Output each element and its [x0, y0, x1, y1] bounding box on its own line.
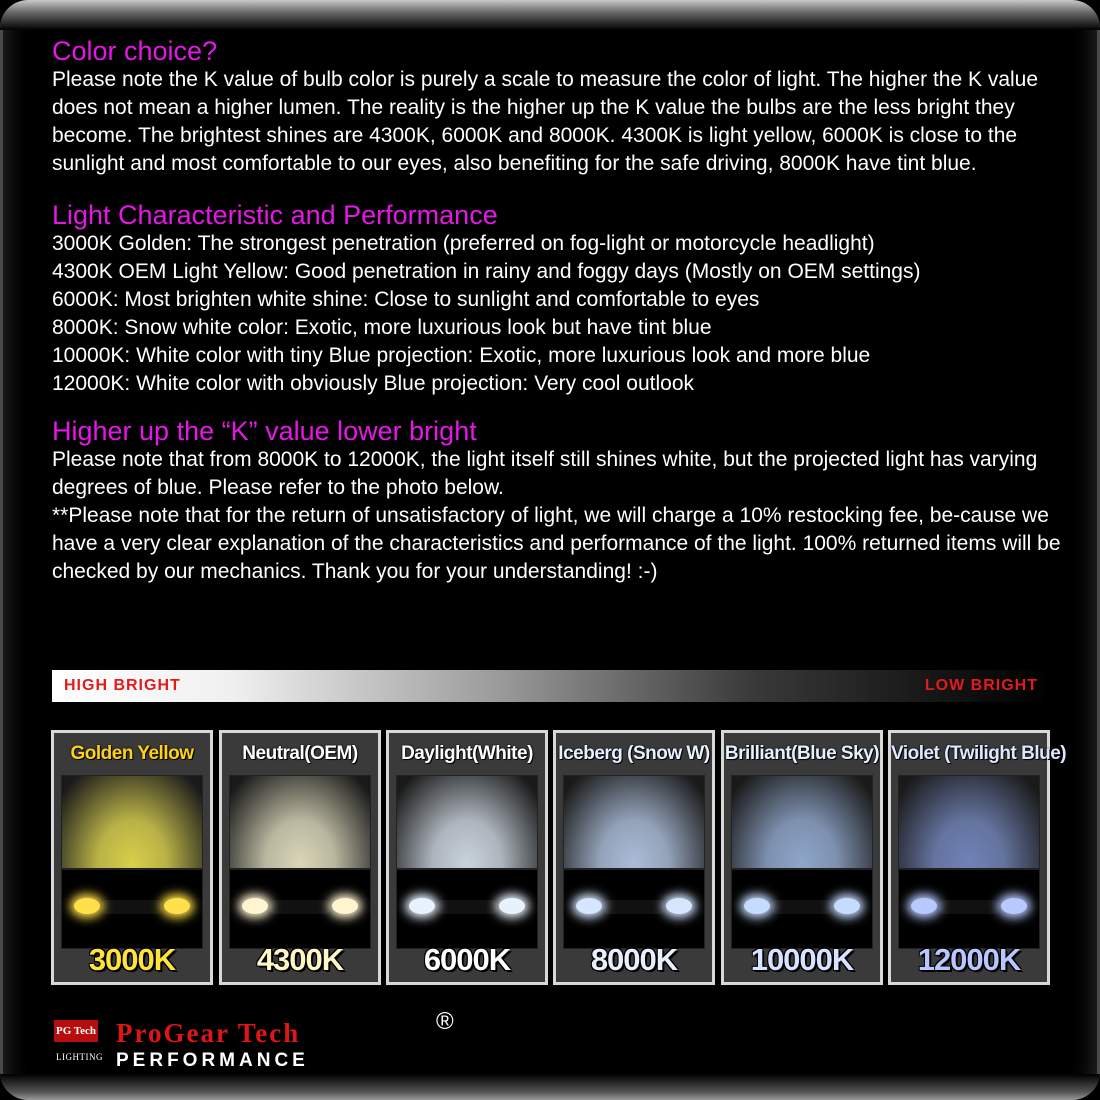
color-card-12000k — [888, 730, 1067, 985]
headlight-icon — [332, 898, 358, 914]
registered-mark: ® — [436, 1008, 454, 1035]
characteristic-line: 8000K: Snow white color: Exotic, more luxurious look but have tint blue — [52, 316, 712, 339]
headlight-icon — [744, 898, 770, 914]
return-policy-note: **Please note that for the return of unsatisfactory of light, we will charge a 10% restocking fee, be-cause we have a very clear explanation of the characteristics and performance of the light. 100% returned items will be checked by our mechanics. Thank you for your understanding! :-) — [52, 504, 1061, 583]
brand-name: ProGear Tech — [116, 1018, 301, 1048]
card-title: Golden Yellow — [70, 743, 194, 764]
high-bright-label: HIGH BRIGHT — [64, 677, 181, 694]
headlight-icon — [911, 898, 937, 914]
characteristics-section — [52, 200, 1077, 398]
headlight-photo — [731, 869, 873, 949]
higher-k-body: Please note that from 8000K to 12000K, the light itself still shines white, but the projected light has varying degrees of blue. Please refer to the photo below. — [52, 448, 1038, 499]
heading-color-choice: Color choice? — [52, 36, 218, 66]
road-photo — [229, 775, 371, 869]
characteristic-line: 4300K OEM Light Yellow: Good penetration in rainy and foggy days (Mostly on OEM settings) — [52, 260, 921, 283]
kelvin-label: 4300K — [256, 942, 344, 977]
headlight-icon — [242, 898, 268, 914]
headlight-photo — [229, 869, 371, 949]
headlight-photo — [563, 869, 705, 949]
characteristic-line: 10000K: White color with tiny Blue projection: Exotic, more luxurious look and more blue — [52, 344, 871, 367]
heading-characteristics: Light Characteristic and Performance — [52, 200, 498, 230]
kelvin-label: 10000K — [750, 942, 854, 977]
color-card-4300k — [219, 730, 381, 985]
characteristic-line: 6000K: Most brighten white shine: Close to sunlight and comfortable to eyes — [52, 288, 760, 311]
characteristic-line: 3000K Golden: The strongest penetration (preferred on fog-light or motorcycle headlight) — [52, 232, 875, 255]
kelvin-label: 8000K — [590, 942, 678, 977]
card-title: Brilliant(Blue Sky) — [724, 743, 880, 764]
headlight-photo — [61, 869, 203, 949]
card-title: Violet (Twilight Blue) — [891, 743, 1067, 764]
headlight-icon — [409, 898, 435, 914]
road-photo — [61, 775, 203, 869]
headlight-icon — [499, 898, 525, 914]
road-photo — [396, 775, 538, 869]
low-bright-label: LOW BRIGHT — [924, 677, 1038, 694]
road-photo — [563, 775, 705, 869]
kelvin-label: 6000K — [423, 942, 511, 977]
headlight-icon — [164, 898, 190, 914]
headlight-icon — [74, 898, 100, 914]
card-title: Iceberg (Snow W) — [558, 743, 710, 764]
color-temperature-cards — [51, 730, 1067, 985]
higher-k-section — [52, 416, 1077, 586]
color-choice-body: Please note the K value of bulb color is purely a scale to measure the color of light. The higher the K value does not mean a higher lumen. The reality is the higher up the K value the bulbs are the less bright they become. The brightest shines are 4300K, 6000K and 8000K. 4300K is light yellow, 6000K is close to the sunlight and most comfortable to our eyes, also benefiting for the safe driving, 8000K have tint blue. — [52, 68, 1039, 175]
badge-subtitle: LIGHTING — [56, 1052, 103, 1062]
headlight-icon — [666, 898, 692, 914]
kelvin-label: 12000K — [917, 942, 1021, 977]
color-card-6000k — [386, 730, 548, 985]
heading-higher-k: Higher up the “K” value lower bright — [52, 416, 477, 446]
road-photo — [898, 775, 1040, 869]
headlight-icon — [1001, 898, 1027, 914]
headlight-photo — [396, 869, 538, 949]
road-photo — [731, 775, 873, 869]
info-text — [52, 36, 1077, 586]
kelvin-label: 3000K — [88, 942, 176, 977]
brand-tagline: PERFORMANCE — [116, 1050, 309, 1071]
color-card-8000k — [553, 730, 715, 985]
headlight-icon — [834, 898, 860, 914]
headlight-icon — [576, 898, 602, 914]
characteristic-line: 12000K: White color with obviously Blue projection: Very cool outlook — [52, 372, 695, 395]
brightness-scale-bar — [52, 670, 1048, 702]
card-title: Daylight(White) — [401, 743, 533, 764]
brand-logo — [54, 1008, 474, 1074]
pg-tech-badge: PG Tech — [54, 1020, 98, 1042]
headlight-photo — [898, 869, 1040, 949]
color-card-10000k — [721, 730, 883, 985]
card-title: Neutral(OEM) — [242, 743, 358, 764]
color-card-3000k — [51, 730, 213, 985]
